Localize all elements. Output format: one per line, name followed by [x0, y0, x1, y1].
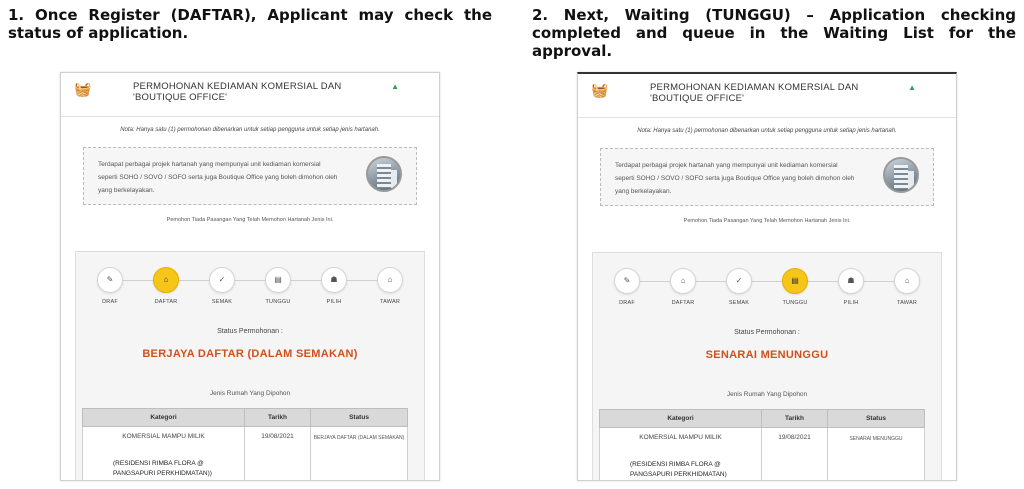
info-box	[83, 147, 417, 205]
col-kategori: Kategori	[83, 409, 245, 427]
left-heading: 1. Once Register (DAFTAR), Applicant may check the status of application.	[8, 6, 492, 42]
step-pilih	[831, 267, 871, 306]
info-text: Terdapat perbagai projek hartanah yang mempunyai unit kediaman komersial seperti SOHO / SOVO / SOFO serta juga Boutique Office yang boleh dimohon oleh yang berkelayakan.	[98, 161, 338, 194]
basket-icon: 🧺	[74, 81, 92, 97]
inbox-icon: ⌂	[670, 268, 696, 294]
step-label: PILIH	[843, 300, 859, 306]
no-partner-text: Pemohon Tiada Pasangan Yang Telah Memohon Hartanah Jenis Ini.	[166, 217, 334, 223]
application-table	[82, 408, 408, 481]
step-pilih	[314, 266, 354, 305]
progress-steps	[90, 266, 410, 316]
caret-up-icon[interactable]: ▲	[391, 82, 399, 91]
project-name: (RESIDENSI RIMBA FLORA @ PANGSAPURI PERKHIDMATAN)	[630, 461, 727, 478]
house-icon: ⌂	[377, 267, 403, 293]
cell-status: BERJAYA DAFTAR (DALAM SEMAKAN)	[311, 427, 408, 482]
status-panel	[75, 251, 425, 481]
select-icon: ☗	[838, 268, 864, 294]
status-value: SENARAI MENUNGGU	[705, 349, 829, 361]
status-value: BERJAYA DAFTAR (DALAM SEMAKAN)	[142, 348, 358, 360]
step-tawar	[370, 266, 410, 305]
inbox-icon: ⌂	[153, 267, 179, 293]
check-icon: ✓	[209, 267, 235, 293]
cell-tarikh: 19/08/2021	[762, 428, 828, 482]
step-label: TUNGGU	[265, 299, 291, 305]
cell-status: SENARAI MENUNGGU	[828, 428, 925, 482]
info-box	[600, 148, 934, 206]
check-icon: ✓	[726, 268, 752, 294]
house-type-label: Jenis Rumah Yang Dipohon	[209, 390, 291, 397]
step-label: DRAF	[102, 299, 118, 305]
step-semak	[719, 267, 759, 306]
step-label: TAWAR	[379, 299, 401, 305]
card-header[interactable]	[578, 74, 956, 118]
building-photo	[883, 157, 919, 193]
step-semak	[202, 266, 242, 305]
card-title: PERMOHONAN KEDIAMAN KOMERSIAL DAN 'BOUTIQUE OFFICE'	[650, 82, 859, 104]
step-tunggu	[775, 267, 815, 306]
col-status: Status	[311, 409, 408, 427]
house-icon: ⌂	[894, 268, 920, 294]
pencil-icon: ✎	[614, 268, 640, 294]
table-row	[600, 428, 925, 482]
document-icon: ▤	[782, 268, 808, 294]
step-label: SEMAK	[211, 299, 233, 305]
step-tawar	[887, 267, 927, 306]
pencil-icon: ✎	[97, 267, 123, 293]
project-name: (RESIDENSI RIMBA FLORA @ PANGSAPURI PERKHIDMATAN))	[113, 460, 212, 477]
no-partner-text: Pemohon Tiada Pasangan Yang Telah Memohon Hartanah Jenis Ini.	[683, 218, 851, 224]
cell-kategori	[83, 427, 245, 482]
step-daftar	[663, 267, 703, 306]
table-row	[83, 427, 408, 482]
house-type-label: Jenis Rumah Yang Dipohon	[726, 391, 808, 398]
col-tarikh: Tarikh	[762, 410, 828, 428]
card-header[interactable]	[61, 73, 439, 117]
right-heading: 2. Next, Waiting (TUNGGU) – Application checking completed and queue in the Waiting List for the approval.	[532, 6, 1016, 60]
select-icon: ☗	[321, 267, 347, 293]
col-kategori: Kategori	[600, 410, 762, 428]
card-title: PERMOHONAN KEDIAMAN KOMERSIAL DAN 'BOUTIQUE OFFICE'	[133, 81, 342, 103]
building-photo	[366, 156, 402, 192]
progress-steps	[607, 267, 927, 317]
status-label: Status Permohonan :	[734, 329, 800, 336]
step-label: DAFTAR	[154, 299, 178, 305]
step-label: SEMAK	[728, 300, 750, 306]
step-label: PILIH	[326, 299, 342, 305]
step-tunggu	[258, 266, 298, 305]
left-application-card	[60, 72, 440, 481]
document-icon: ▤	[265, 267, 291, 293]
application-table	[599, 409, 925, 481]
step-draf	[607, 267, 647, 306]
basket-icon: 🧺	[591, 82, 609, 98]
status-label: Status Permohonan :	[217, 328, 283, 335]
step-label: DRAF	[619, 300, 635, 306]
col-tarikh: Tarikh	[245, 409, 311, 427]
step-label: DAFTAR	[671, 300, 695, 306]
cell-tarikh: 19/08/2021	[245, 427, 311, 482]
step-label: TAWAR	[896, 300, 918, 306]
note-text: Nota: Hanya satu (1) permohonan dibenarkan untuk setiap pengguna untuk setiap jenis hartanah.	[120, 127, 380, 133]
kategori-text: KOMERSIAL MAMPU MILIK	[122, 433, 205, 440]
note-text: Nota: Hanya satu (1) permohonan dibenarkan untuk setiap pengguna untuk setiap jenis hartanah.	[637, 128, 897, 134]
right-application-card	[577, 72, 957, 481]
step-draf	[90, 266, 130, 305]
caret-up-icon[interactable]: ▲	[908, 83, 916, 92]
step-label: TUNGGU	[782, 300, 808, 306]
col-status: Status	[828, 410, 925, 428]
status-panel	[592, 252, 942, 481]
step-daftar	[146, 266, 186, 305]
cell-kategori	[600, 428, 762, 482]
info-text: Terdapat perbagai projek hartanah yang mempunyai unit kediaman komersial seperti SOHO / SOVO / SOFO serta juga Boutique Office yang boleh dimohon oleh yang berkelayakan.	[615, 162, 855, 195]
kategori-text: KOMERSIAL MAMPU MILIK	[639, 434, 722, 441]
